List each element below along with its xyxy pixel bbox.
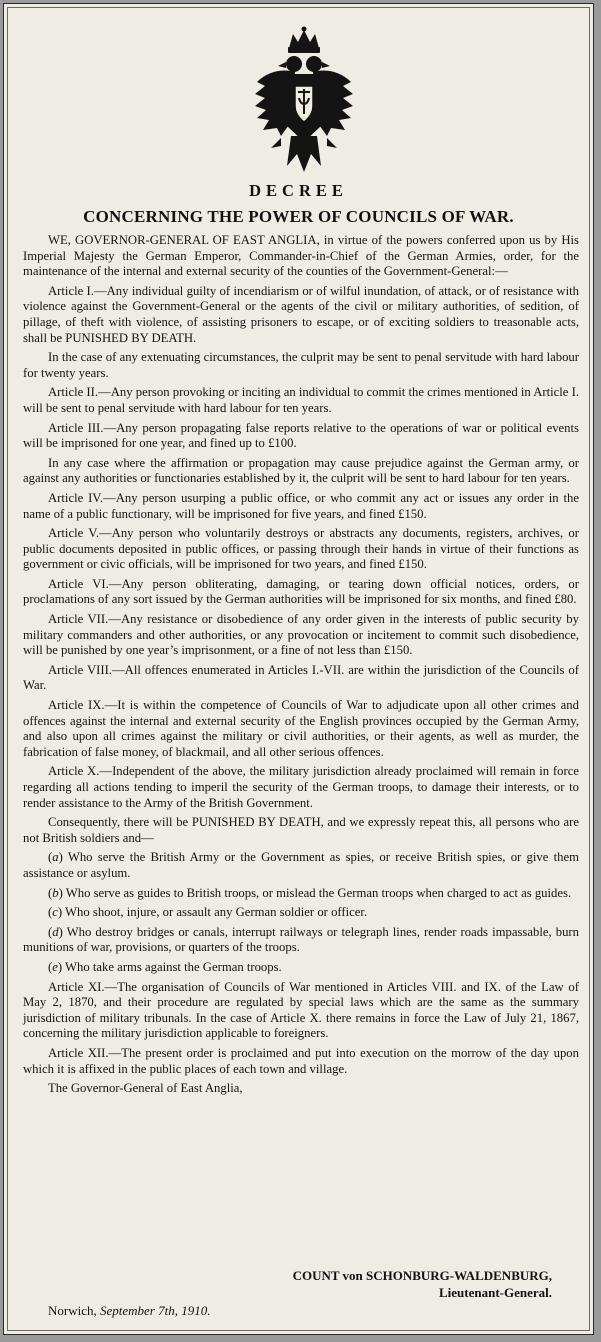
paragraph-preamble: WE, GOVERNOR-GENERAL OF EAST ANGLIA, in virtue of the powers conferred upon us by His Imperial Majesty the German Emperor, Commander-in-Chief of the German Armies, order, for the maintenance of the internal and external security of the counties of the Government-General:— (23, 233, 579, 279)
signature-name: COUNT von SCHONBURG-WALDENBURG, (292, 1268, 552, 1283)
paragraph-article-6: Article VI.—Any person obliterating, damaging, or tearing down official notices, orders, or proclamations of any sort issued by the German authorities will be imprisoned for six months, and fined £80. (23, 576, 579, 607)
clause-letter: e (52, 959, 58, 974)
dateline-date: September 7th, 1910. (100, 1303, 211, 1318)
clause-a: (a) Who serve the British Army or the Government as spies, or receive British spies, or give them assistance or asylum. (23, 850, 579, 880)
paragraph-article-8: Article VIII.—All offences enumerated in Articles I.-VII. are within the jurisdiction of the Councils of War. (23, 662, 579, 693)
clause-text: Who shoot, injure, or assault any German soldier or officer. (65, 905, 368, 920)
clause-b: (b) Who serve as guides to British troops, or mislead the German troops when charged to act as guides. (48, 885, 572, 900)
paragraph-article-10: Article X.—Independent of the above, the military jurisdiction already proclaimed will remain in force regarding all actions tending to imperil the security of the German troops, to damage their interests, or to render assistance to the Army of the British Government. (23, 764, 579, 810)
clause-letter: d (52, 924, 59, 939)
clause-letter: b (52, 885, 59, 900)
clause-text: Who take arms against the German troops. (65, 959, 282, 974)
paragraph-article-3-prejudice: In any case where the affirmation or propagation may cause prejudice against the German army, or against any authorities or functionaries established by it, the culprit will be sent to hard labour for ten years. (23, 455, 579, 486)
paragraph-article-9: Article IX.—It is within the competence of Councils of War to adjudicate upon all other crimes and offences against the internal and external security of the English provinces occupied by the German Army, and also upon all crimes against the military or civil authorities, or their agents, as well as murder, the fabrication of false money, of blackmail, and all other serious offences. (23, 698, 579, 759)
decree-poster (3, 3, 594, 1335)
paragraph-article-1: Article I.—Any individual guilty of incendiarism or of wilful inundation, of attack, or of resistance with violence against the Government-General or the agents of the civil or military authorities, of sedition, of pillage, of theft with violence, of assisting prisoners to escape, or of exciting soldiers to treasonable acts, shall be PUNISHED BY DEATH. (23, 283, 579, 345)
clause-e: (e) Who take arms against the German troops. (48, 959, 282, 974)
paragraph-governor-line: The Governor-General of East Anglia, (48, 1081, 243, 1096)
clause-letter: a (52, 850, 59, 865)
paragraph-article-12: Article XII.—The present order is proclaimed and put into execution on the morrow of the day upon which it is affixed in the public places of each town and village. (23, 1045, 579, 1076)
clause-d: (d) Who destroy bridges or canals, interrupt railways or telegraph lines, render roads impassable, burn munitions of war, provisions, or quarters of the troops. (23, 924, 579, 955)
imperial-eagle-icon (251, 26, 357, 182)
decree-title: DECREE (249, 181, 348, 200)
decree-body (23, 233, 579, 1101)
clause-c: (c) Who shoot, injure, or assault any German soldier or officer. (48, 905, 368, 920)
dateline-place: Norwich, (48, 1303, 97, 1318)
paragraph-article-7: Article VII.—Any resistance or disobedience of any order given in the interests of public security by military commanders and other authorities, or any provocation or incitement to commit such disobedience, will be punished by one year’s imprisonment, or a fine of not less than £150. (23, 612, 579, 658)
clause-text: Who destroy bridges or canals, interrupt railways or telegraph lines, render roads impassable, burn munitions of war, provisions, or quarters of the troops. (23, 924, 579, 955)
clause-text: Who serve the British Army or the Government as spies, or receive British spies, or give them assistance or asylum. (23, 850, 579, 880)
clause-letter: c (52, 905, 58, 920)
paragraph-article-3: Article III.—Any person propagating false reports relative to the operations of war or political events will be imprisoned for one year, and fined up to £100. (23, 420, 579, 451)
dateline (48, 1303, 210, 1319)
paragraph-consequently: Consequently, there will be PUNISHED BY DEATH, and we expressly repeat this, all persons who are not British soldiers and— (23, 815, 579, 845)
decree-subtitle: CONCERNING THE POWER OF COUNCILS OF WAR. (83, 207, 514, 226)
paragraph-article-2: Article II.—Any person provoking or inciting an individual to commit the crimes mentioned in Article I. will be sent to penal servitude with hard labour for ten years. (23, 385, 579, 415)
paragraph-article-5: Article V.—Any person who voluntarily destroys or abstracts any documents, registers, archives, or public documents deposited in public offices, or passing through their hands in virtue of their functions as government or civic officials, will be imprisoned for two years, and fined £150. (23, 526, 579, 572)
signature-rank: Lieutenant-General. (438, 1285, 552, 1300)
clause-text: Who serve as guides to British troops, or mislead the German troops when charged to act as guides. (65, 885, 572, 900)
paragraph-article-1-extenuating: In the case of any extenuating circumstances, the culprit may be sent to penal servitude with hard labour for twenty years. (23, 350, 579, 380)
paragraph-article-4: Article IV.—Any person usurping a public office, or who commit any act or issues any order in the name of a public functionary, will be imprisoned for five years, and fined £150. (23, 490, 579, 521)
paragraph-article-11: Article XI.—The organisation of Councils of War mentioned in Articles VIII. and IX. of the Law of May 2, 1870, and their procedure are regulated by special laws which are the same as the summary jurisdiction of military tribunals. In the case of Article X. there remains in force the Law of July 21, 1867, concerning the military jurisdiction applicable to foreigners. (23, 979, 579, 1041)
